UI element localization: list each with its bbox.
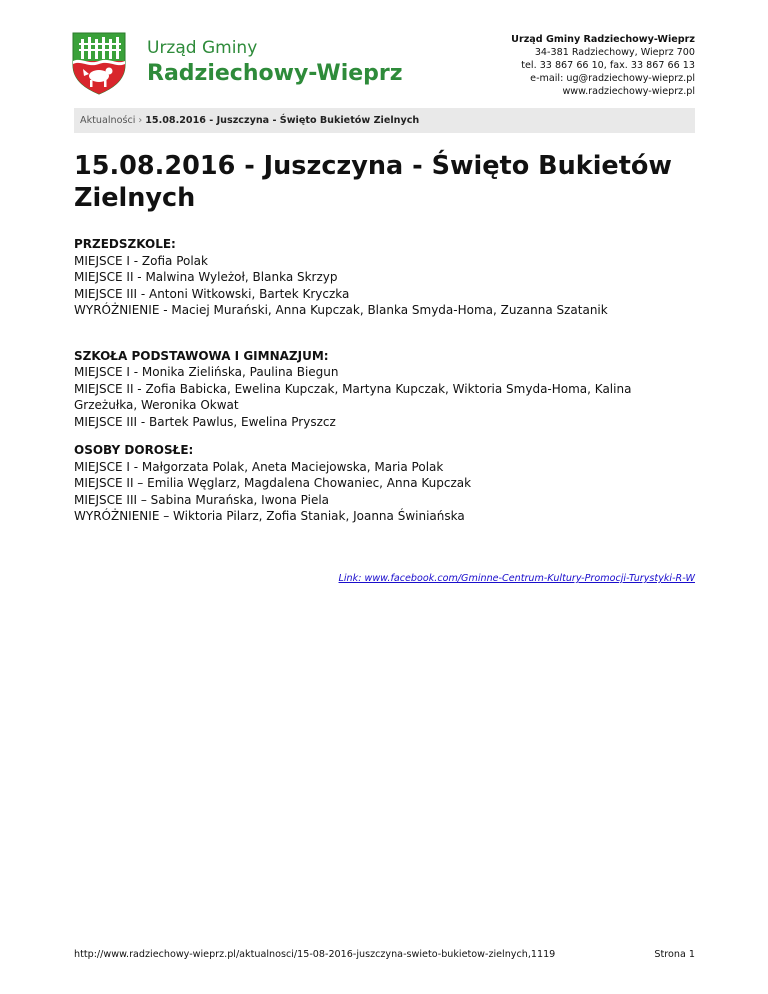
breadcrumb-separator: ›: [138, 115, 143, 126]
section-heading: OSOBY DOROSŁE:: [74, 443, 194, 457]
facebook-link[interactable]: Link: www.facebook.com/Gminne-Centrum-Kultury-Promocji-Turystyki-R-W: [338, 573, 695, 584]
page-title: 15.08.2016 - Juszczyna - Święto Bukietów Zielnych: [74, 151, 672, 213]
result-line: MIEJSCE III - Antoni Witkowski, Bartek Kryczka: [74, 286, 350, 301]
section-primary-school: [74, 348, 674, 431]
result-line: MIEJSCE II – Emilia Węglarz, Magdalena Chowaniec, Anna Kupczak: [74, 476, 472, 490]
brand-name-line2: Radziechowy-Wieprz: [147, 61, 403, 86]
result-line: MIEJSCE III – Sabina Murańska, Iwona Piela: [74, 492, 330, 507]
page-header: [74, 30, 695, 102]
result-line: MIEJSCE II - Malwina Wyleżoł, Blanka Skrzyp: [74, 270, 338, 284]
section-heading: SZKOŁA PODSTAWOWA I GIMNAZJUM:: [74, 348, 329, 363]
contact-website[interactable]: www.radziechowy-wieprz.pl: [562, 86, 695, 97]
contact-email[interactable]: e-mail: ug@radziechowy-wieprz.pl: [530, 73, 695, 84]
section-adults: [74, 442, 674, 525]
brand-name-line1: Urząd Gminy: [147, 38, 258, 58]
footer-url: http://www.radziechowy-wieprz.pl/aktualnosci/15-08-2016-juszczyna-swieto-bukietow-zielnych,1119: [74, 949, 556, 960]
contact-org: Urząd Gminy Radziechowy-Wieprz: [511, 34, 695, 45]
printed-page: [74, 0, 695, 994]
section-preschool: [74, 236, 674, 319]
result-line: MIEJSCE II - Zofia Babicka, Ewelina Kupczak, Martyna Kupczak, Wiktoria Smyda-Homa, Kalina Grzeżułka, Weronika Okwat: [74, 381, 632, 412]
result-line: MIEJSCE III - Bartek Pawlus, Ewelina Pryszcz: [74, 414, 336, 429]
result-line: MIEJSCE I - Monika Zielińska, Paulina Biegun: [74, 365, 339, 379]
breadcrumb-current: 15.08.2016 - Juszczyna - Święto Bukietów Zielnych: [145, 115, 420, 126]
result-line: WYRÓŻNIENIE – Wiktoria Pilarz, Zofia Staniak, Joanna Świniańska: [74, 509, 465, 523]
result-line: WYRÓŻNIENIE - Maciej Murański, Anna Kupczak, Blanka Smyda-Homa, Zuzanna Szatanik: [74, 303, 608, 317]
article-content: [74, 236, 674, 525]
contact-address: 34-381 Radziechowy, Wieprz 700: [534, 47, 695, 58]
result-line: MIEJSCE I - Małgorzata Polak, Aneta Maciejowska, Maria Polak: [74, 459, 444, 474]
coat-of-arms-logo: [71, 31, 127, 95]
result-line: MIEJSCE I - Zofia Polak: [74, 253, 208, 268]
section-heading: PRZEDSZKOLE:: [74, 237, 176, 251]
breadcrumb: [74, 108, 695, 133]
contact-phone: tel. 33 867 66 10, fax. 33 867 66 13: [521, 60, 695, 71]
footer-page-number: Strona 1: [654, 949, 695, 960]
contact-block: [511, 33, 695, 98]
breadcrumb-link-news[interactable]: Aktualności: [80, 115, 136, 126]
